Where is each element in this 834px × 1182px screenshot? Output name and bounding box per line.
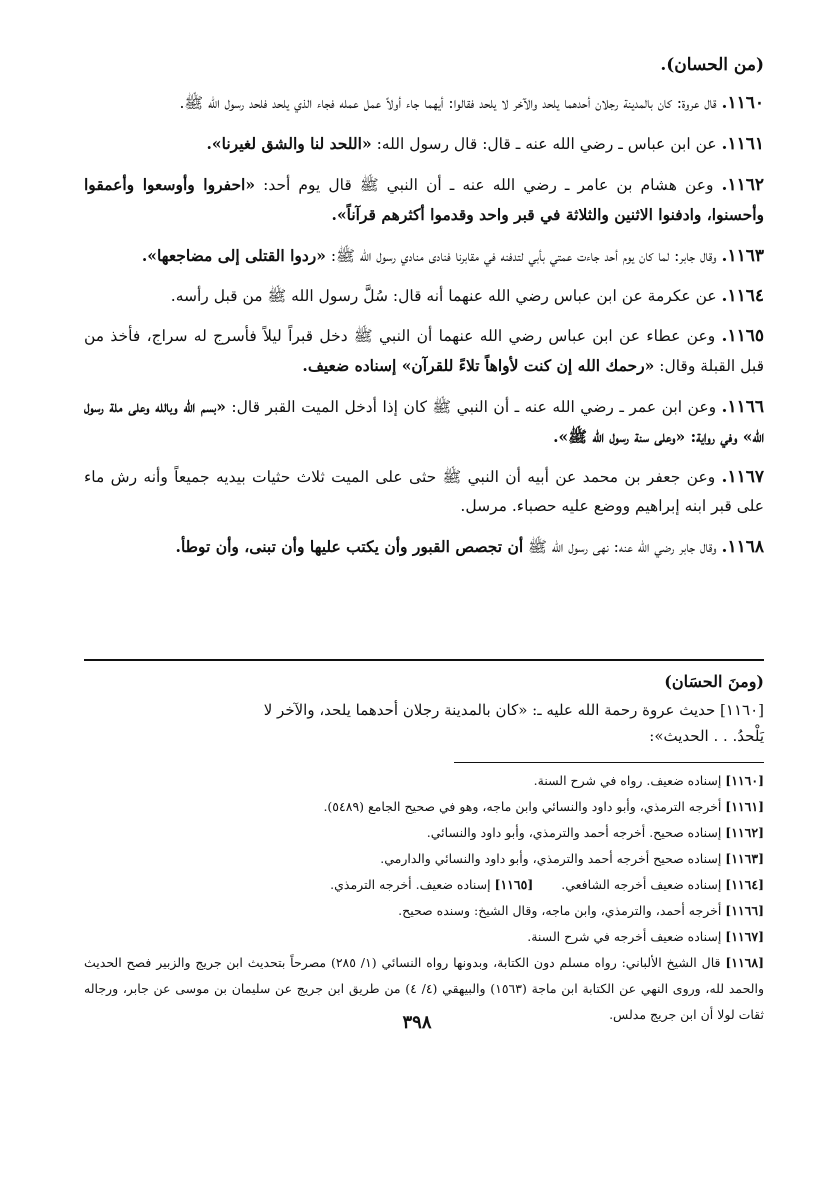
footnote <box>84 872 764 898</box>
footnote <box>84 794 764 820</box>
hadith-1167 <box>84 463 764 521</box>
hadith-number: ١١٦٤. <box>721 286 764 306</box>
footnotes <box>84 768 764 1028</box>
hadith-text: وعن جعفر بن محمد عن أبيه أن النبي ﷺ حثى على الميت ثلاث حثيات بيديه جميعاً وأنه رش ماء على قبر ابنه إبراهيم ووضع عليه حصباء. مرسل. <box>84 468 764 515</box>
footnote <box>84 768 764 794</box>
hadith-1164 <box>84 282 764 311</box>
footnote <box>84 898 764 924</box>
main-text <box>84 55 764 573</box>
footnote-number: [١١٦١] <box>725 799 764 814</box>
footnote-text: قال الشيخ الألباني: رواه مسلم دون الكتابة، وبدونها رواه النسائي (١/ ٢٨٥) مصرحاً بتحديث ابن جريج والزبير فصح الحديث والحمد لله، وروى النهي عن الكتابة ابن ماجة (١٥٦٣) والبيهقي (٤/ ٤) من طريق ابن جريج عن سليمان بن موسى عن جابر، ورجاله ثقات لولا أن ابن جريج مدلس. <box>84 955 764 1022</box>
hadith-quote: أن تجصص القبور وأن يكتب عليها وأن تبنى، وأن توطأ. <box>175 537 524 556</box>
hadith-number: ١١٦٣. <box>721 246 764 266</box>
hadith-number: ١١٦٢. <box>721 175 764 195</box>
hadith-text: وعن ابن عمر ـ رضي الله عنه ـ أن النبي ﷺ كان إذا أدخل الميت القبر قال: <box>225 398 722 416</box>
hadith-1166 <box>84 392 764 452</box>
footnote-text: إسناده صحيح أخرجه أحمد والترمذي، وأبو داود والنسائي والدارمي. <box>380 851 726 866</box>
hadith-number: ١١٦٧. <box>721 467 764 487</box>
hadith-1165 <box>84 322 764 381</box>
footnote-text: إسناده صحيح. أخرجه أحمد والترمذي، وأبو داود والنسائي. <box>426 825 726 840</box>
footnote-text: إسناده ضعيف أخرجه الشافعي. <box>561 877 726 892</box>
commentary-section <box>84 672 764 749</box>
hadith-text: وقال جابر: لما كان يوم أحد جاءت عمتي بأبي لتدفنه في مقابرنا فنادى منادي رسول الله ﷺ: <box>325 247 722 265</box>
hadith-text: عن عكرمة عن ابن عباس رضي الله عنهما أنه قال: سُلَّ رسول الله ﷺ من قبل رأسه. <box>170 287 722 305</box>
commentary-line: [١١٦٠] حديث عروة رحمة الله عليه ـ: «كان بالمدينة رجلان أحدهما يلحد، والآخر لا <box>263 701 764 719</box>
hadith-quote: «بسم الله وبالله وعلى ملة رسول الله» وفي رواية: «وعلى سنة رسول الله ﷺ». <box>84 397 764 446</box>
footnote-text: أخرجه الترمذي، وأبو داود والنسائي وابن ماجه، وهو في صحيح الجامع (٥٤٨٩). <box>323 799 726 814</box>
hadith-text: وعن عطاء عن ابن عباس رضي الله عنهما أن النبي ﷺ دخل قبراً ليلاً فأسرج له سراج، فأخذ من قبل القبلة وقال: <box>84 327 764 375</box>
footnote-number: [١١٦٣] <box>725 851 764 866</box>
hadith-1160 <box>84 89 764 118</box>
footnote <box>84 846 764 872</box>
footnote-text: إسناده ضعيف أخرجه في شرح السنة. <box>527 929 726 944</box>
hadith-quote: «رحمك الله إن كنت لأواهاً تلاءً للقرآن» إسناده ضعيف. <box>302 356 655 375</box>
hadith-number: ١١٦٥. <box>721 326 764 346</box>
commentary-line: يَلْحدُ. . . الحديث»: <box>649 727 764 745</box>
hadith-number: ١١٦١. <box>721 134 764 154</box>
footnote-divider <box>454 762 764 763</box>
hadith-1161 <box>84 129 764 159</box>
footnote-number: [١١٦٦] <box>725 903 764 918</box>
footnote-text: أخرجه أحمد، والترمذي، وابن ماجه، وقال الشيخ: وسنده صحيح. <box>398 903 726 918</box>
hadith-number: ١١٦٠. <box>721 93 764 113</box>
footnote-number: [١١٦٨] <box>725 955 765 970</box>
hadith-quote: «اللحد لنا والشق لغيرنا». <box>206 134 372 153</box>
hadith-text: وقال جابر رضي الله عنه: نهى رسول الله ﷺ <box>523 538 722 556</box>
footnote <box>84 924 764 950</box>
footnote-text: إسناده ضعيف. أخرجه الترمذي. <box>330 877 495 892</box>
page-number: ٣٩٨ <box>402 1012 432 1033</box>
hadith-quote: «ردوا القتلى إلى مضاجعها». <box>141 246 326 265</box>
hadith-number: ١١٦٨. <box>721 537 764 557</box>
footnote-text: إسناده ضعيف. رواه في شرح السنة. <box>533 773 726 788</box>
section-divider <box>84 659 764 661</box>
hadith-quote: «احفروا وأوسعوا وأعمقوا وأحسنوا، وادفنوا الاثنين والثلاثة في قبر واحد وقدموا أكثرهم قرآناً». <box>84 175 764 224</box>
hadith-1163 <box>84 241 764 271</box>
hadith-1162 <box>84 170 764 230</box>
footnote-number: [١١٦٠] <box>725 773 764 788</box>
hadith-text: عن ابن عباس ـ رضي الله عنه ـ قال: قال رسول الله: <box>371 135 722 153</box>
hadith-text: قال عروة: كان بالمدينة رجلان أحدهما يلحد والآخر لا يلحد فقالوا: أيهما جاء أولاً عمل عمله فجاء الذي يلحد فلحد رسول الله ﷺ. <box>179 94 722 112</box>
hadith-1168 <box>84 532 764 562</box>
hadith-text: وعن هشام بن عامر ـ رضي الله عنه ـ أن النبي ﷺ قال يوم أحد: <box>255 176 722 194</box>
footnote-number: [١١٦٥] <box>494 877 534 892</box>
footnote-number: [١١٦٤] <box>725 877 764 892</box>
commentary-heading: (ومنَ الحسَان) <box>664 672 764 691</box>
hadith-number: ١١٦٦. <box>721 397 764 417</box>
footnote <box>84 820 764 846</box>
footnote-number: [١١٦٧] <box>725 929 764 944</box>
footnote-number: [١١٦٢] <box>725 825 764 840</box>
section-heading: (من الحسان). <box>660 55 764 75</box>
